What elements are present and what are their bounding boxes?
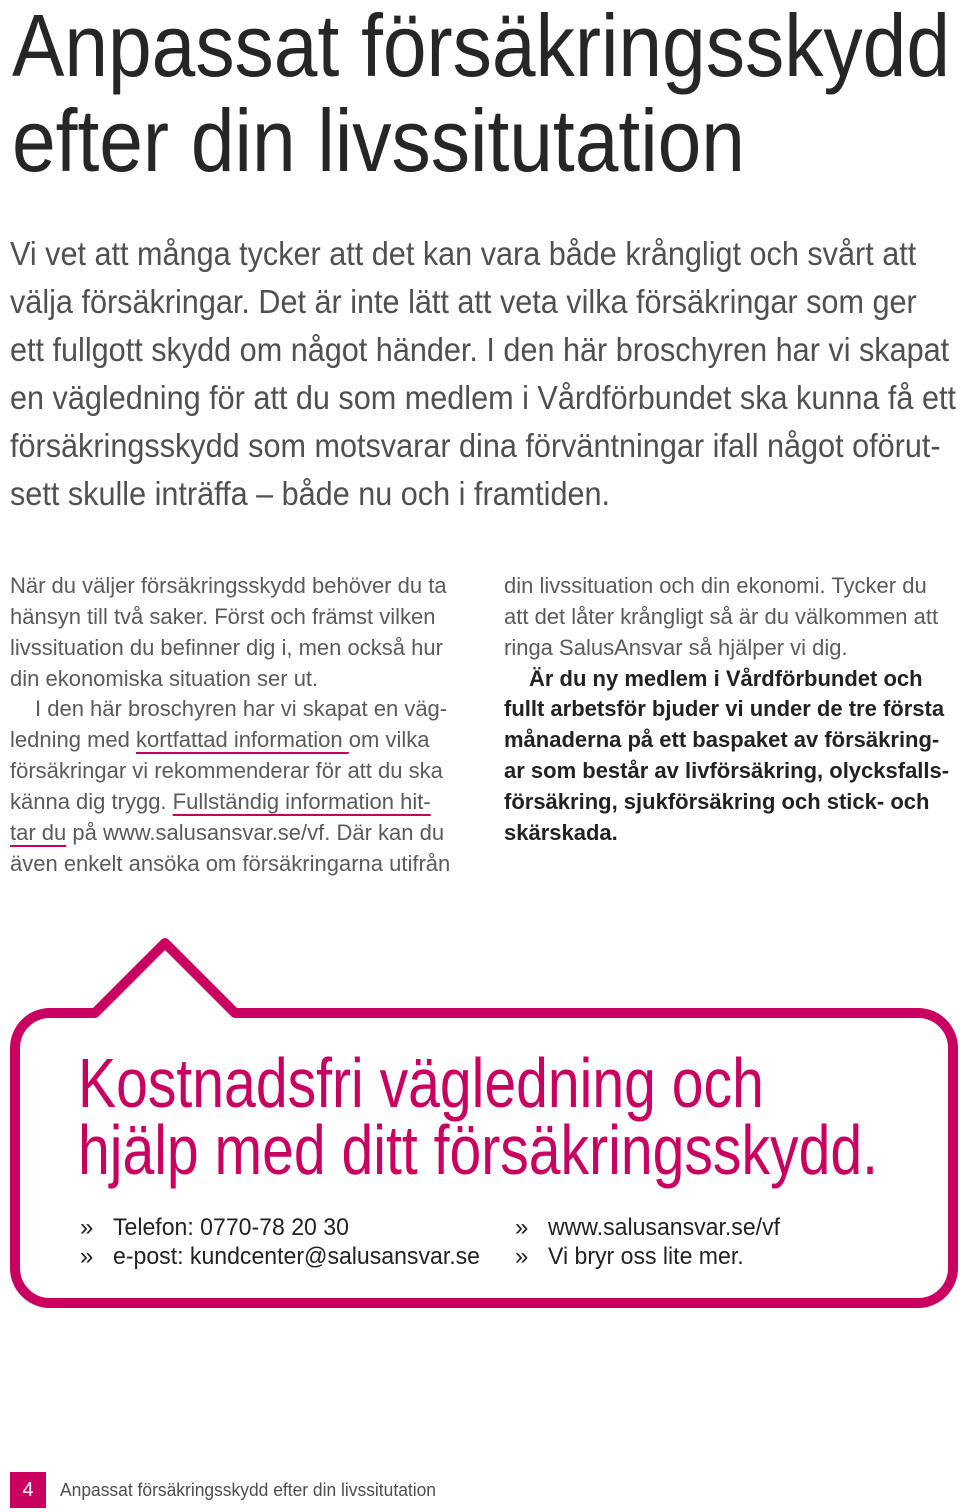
intro-line — [10, 374, 956, 422]
intro-line — [10, 470, 956, 518]
left-column-line — [10, 664, 462, 695]
right-column-line-text: din livssituation och din ekonomi. Tycker du — [504, 573, 927, 598]
right-column-line — [504, 725, 956, 756]
bullet-glyph: » — [80, 1214, 94, 1241]
callout-heading-line-text: Kostnadsfri vägledning och — [78, 1044, 764, 1122]
page-heading — [12, 0, 950, 188]
callout-item-text: Vi bryr oss lite mer. — [548, 1243, 744, 1270]
right-column-line-text: ar som består av livförsäkring, olycksfalls- — [504, 758, 950, 784]
right-column-line-text: att det låter krångligt så är du välkommen att — [504, 603, 939, 629]
left-column-paragraph — [10, 694, 462, 879]
right-column-line-text: fullt arbetsför bjuder vi under de tre första — [504, 696, 945, 722]
right-column-paragraph — [504, 571, 956, 664]
left-column-line-text: I den här broschyren har vi skapat en väg- — [35, 696, 448, 722]
intro-line-text: försäkringsskydd som motsvarar dina förväntningar ifall något oförut- — [10, 427, 941, 464]
callout-contact-item — [515, 1242, 915, 1271]
left-column-line-text: din ekonomiska situation ser ut. — [10, 665, 319, 691]
text-segment: känna dig trygg. — [10, 788, 173, 814]
callout-heading-line — [78, 1044, 878, 1122]
page-number: 4 — [22, 1479, 34, 1501]
callout-heading — [78, 1044, 878, 1189]
callout-item-text: e-post: kundcenter@salusansvar.se — [113, 1243, 480, 1270]
left-column-line-text — [10, 725, 429, 756]
right-column-line — [504, 787, 956, 818]
intro-line — [10, 326, 956, 374]
left-column-line-text: försäkringar vi rekommenderar för att du ska — [10, 758, 443, 784]
footer-title — [60, 1479, 436, 1501]
bullet-glyph: » — [515, 1214, 529, 1241]
callout-item-text: Telefon: 0770-78 20 30 — [113, 1214, 349, 1241]
right-column-line — [504, 818, 956, 849]
left-column-line-text: hänsyn till två saker. Först och främst vilken — [10, 603, 436, 629]
left-column-line-text: även enkelt ansöka om försäkringarna utifrån — [10, 850, 451, 876]
left-column-line — [10, 633, 462, 664]
callout-contact-item — [80, 1213, 480, 1242]
underlined-text: Fullständig information hit- — [172, 788, 431, 814]
left-column-line — [10, 725, 462, 756]
intro-line — [10, 230, 956, 278]
left-column-line — [10, 756, 462, 787]
intro-line — [10, 278, 956, 326]
right-column-line — [504, 694, 956, 725]
page-number-badge — [10, 1472, 46, 1508]
right-column-line-text: skärskada. — [504, 819, 618, 845]
bullet-glyph: » — [515, 1243, 529, 1270]
intro-line-text: en vägledning för att du som medlem i Vårdförbundet ska kunna få ett — [10, 379, 956, 416]
left-column-line — [10, 818, 462, 849]
left-column-line — [10, 602, 462, 633]
right-text-column — [504, 571, 956, 849]
right-column-line — [504, 571, 956, 602]
left-column-line-text: När du väljer försäkringsskydd behöver du ta — [10, 573, 447, 598]
underlined-text: kortfattad information — [135, 727, 349, 753]
right-column-line — [504, 664, 956, 695]
intro-paragraph — [10, 230, 956, 518]
bullet-glyph: » — [80, 1243, 94, 1270]
left-column-line-text: livssituation du befinner dig i, men också hur — [10, 634, 443, 660]
callout-contact-list-right — [515, 1213, 915, 1271]
right-column-line-text: försäkring, sjukförsäkring och stick- och — [504, 788, 930, 814]
right-column-line-text: ringa SalusAnsvar så hjälper vi dig. — [504, 634, 848, 660]
left-text-column — [10, 571, 462, 879]
right-column-paragraph — [504, 664, 956, 849]
callout-item-text: www.salusansvar.se/vf — [548, 1214, 781, 1241]
intro-line-text: ett fullgott skydd om något händer. I den här broschyren har vi skapat — [10, 331, 950, 368]
intro-line — [10, 422, 956, 470]
callout-contact-list-left — [80, 1213, 480, 1271]
right-column-line-text: månaderna på ett baspaket av försäkring- — [504, 727, 940, 753]
right-column-line — [504, 633, 956, 664]
left-column-paragraph — [10, 571, 462, 694]
callout-heading-line-text: hjälp med ditt försäkringsskydd. — [78, 1111, 878, 1189]
left-column-line-text — [10, 787, 431, 818]
right-column-line — [504, 602, 956, 633]
right-column-line-text: Är du ny medlem i Vårdförbundet och — [529, 665, 923, 691]
left-column-line — [10, 787, 462, 818]
text-segment: om vilka — [348, 727, 430, 753]
page-heading-line-text: Anpassat försäkringsskydd — [12, 0, 950, 95]
underlined-text: tar du — [10, 819, 67, 845]
right-column-line — [504, 756, 956, 787]
intro-line-text: välja försäkringar. Det är inte lätt att veta vilka försäkringar som ger — [10, 283, 917, 320]
intro-line-text: Vi vet att många tycker att det kan vara både krångligt och svårt att — [10, 235, 917, 272]
left-column-line — [10, 694, 462, 725]
callout-heading-line — [78, 1111, 878, 1189]
callout-contact-item — [515, 1213, 915, 1242]
left-column-line-text — [10, 818, 444, 849]
text-segment: på www.salusansvar.se/vf. Där kan du — [66, 819, 445, 845]
footer-title-text: Anpassat försäkringsskydd efter din livssitutation — [60, 1480, 436, 1500]
left-column-line — [10, 571, 462, 602]
page-heading-line — [12, 93, 950, 188]
page-heading-line-text: efter din livssitutation — [12, 91, 745, 190]
callout-contact-item — [80, 1242, 480, 1271]
left-column-line — [10, 849, 462, 880]
intro-line-text: sett skulle inträffa – både nu och i framtiden. — [10, 475, 611, 512]
text-segment: ledning med — [10, 727, 136, 753]
page-heading-line — [12, 0, 950, 93]
